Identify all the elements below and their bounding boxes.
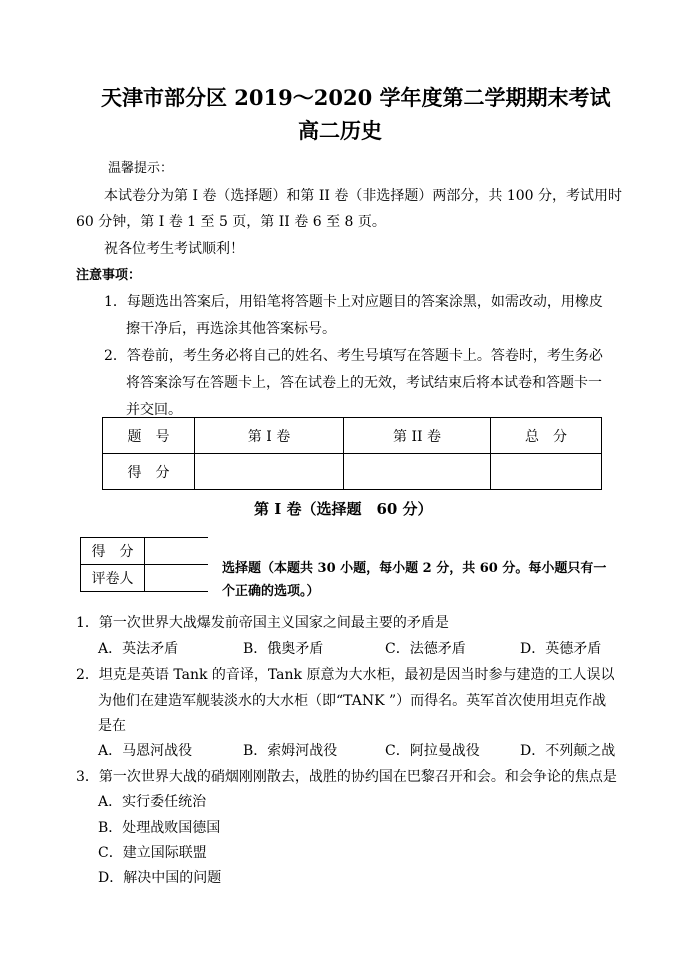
subject-title: 高二历史 [298, 118, 382, 143]
notes-item: 将答案涂写在答题卡上，答在试卷上的无效，考试结束后将本试卷和答题卡一 [126, 375, 602, 391]
section-title: 第 I 卷（选择题 60 分） [254, 500, 433, 518]
question-stem: 是在 [98, 718, 126, 734]
tips-line: 本试卷分为第 I 卷（选择题）和第 II 卷（非选择题）两部分，共 100 分，考试用时 [104, 188, 623, 204]
question-option: C．法德矛盾 [385, 641, 466, 657]
tips-heading: 温馨提示： [108, 161, 174, 176]
notes-heading: 注意事项： [76, 268, 142, 283]
score-cell [195, 454, 344, 490]
score-table [102, 417, 602, 490]
grader-score-cell [145, 538, 209, 565]
question-option: A．英法矛盾 [98, 641, 179, 657]
score-cell [344, 454, 491, 490]
grader-cell [145, 565, 209, 592]
grader-score-label: 得 分 [81, 538, 145, 565]
question-option: D．解决中国的问题 [98, 870, 222, 886]
notes-item: 并交回。 [126, 402, 182, 418]
notes-item: 擦干净后，再选涂其他答案标号。 [126, 321, 336, 337]
instructions-line: 选择题（本题共 30 小题，每小题 2 分，共 60 分。每小题只有一 [222, 561, 607, 576]
question-option: D．英德矛盾 [520, 641, 602, 657]
score-cell [491, 454, 602, 490]
question-stem: 2．坦克是英语 Tank 的音译，Tank 原意为大水柜，最初是因当时参与建造的工人误以 [76, 667, 615, 683]
score-row-label: 得 分 [103, 454, 195, 490]
question-stem: 为他们在建造军舰装淡水的大水柜（即“TANK ”）而得名。英军首次使用坦克作战 [98, 693, 607, 709]
instructions-line: 个正确的选项。） [222, 584, 320, 599]
question-stem: 1．第一次世界大战爆发前帝国主义国家之间最主要的矛盾是 [76, 615, 449, 631]
notes-item: 1．每题选出答案后，用铅笔将答题卡上对应题目的答案涂黑，如需改动，用橡皮 [104, 294, 603, 310]
score-table-header: 第 I 卷 [195, 418, 344, 454]
notes-item: 2．答卷前，考生务必将自己的姓名、考生号填写在答题卡上。答卷时，考生务必 [104, 348, 603, 364]
question-option: B．索姆河战役 [243, 743, 338, 759]
score-table-header: 题 号 [103, 418, 195, 454]
score-table-header: 第 II 卷 [344, 418, 491, 454]
grader-label: 评卷人 [81, 565, 145, 592]
question-option: A．马恩河战役 [98, 743, 193, 759]
question-option: C．建立国际联盟 [98, 845, 207, 861]
question-option: A．实行委任统治 [98, 794, 207, 810]
question-option: B．处理战败国德国 [98, 820, 221, 836]
question-option: D．不列颠之战 [520, 743, 616, 759]
question-stem: 3．第一次世界大战的硝烟刚刚散去，战胜的协约国在巴黎召开和会。和会争论的焦点是 [76, 769, 617, 785]
grader-box [80, 537, 208, 592]
question-option: B．俄奥矛盾 [243, 641, 324, 657]
tips-line: 祝各位考生考试顺利！ [104, 241, 244, 257]
question-option: C．阿拉曼战役 [385, 743, 480, 759]
tips-line: 60 分钟，第 I 卷 1 至 5 页，第 II 卷 6 至 8 页。 [76, 214, 386, 230]
exam-title: 天津市部分区 2019～2020 学年度第二学期期末考试 [101, 85, 611, 110]
score-table-header: 总 分 [491, 418, 602, 454]
